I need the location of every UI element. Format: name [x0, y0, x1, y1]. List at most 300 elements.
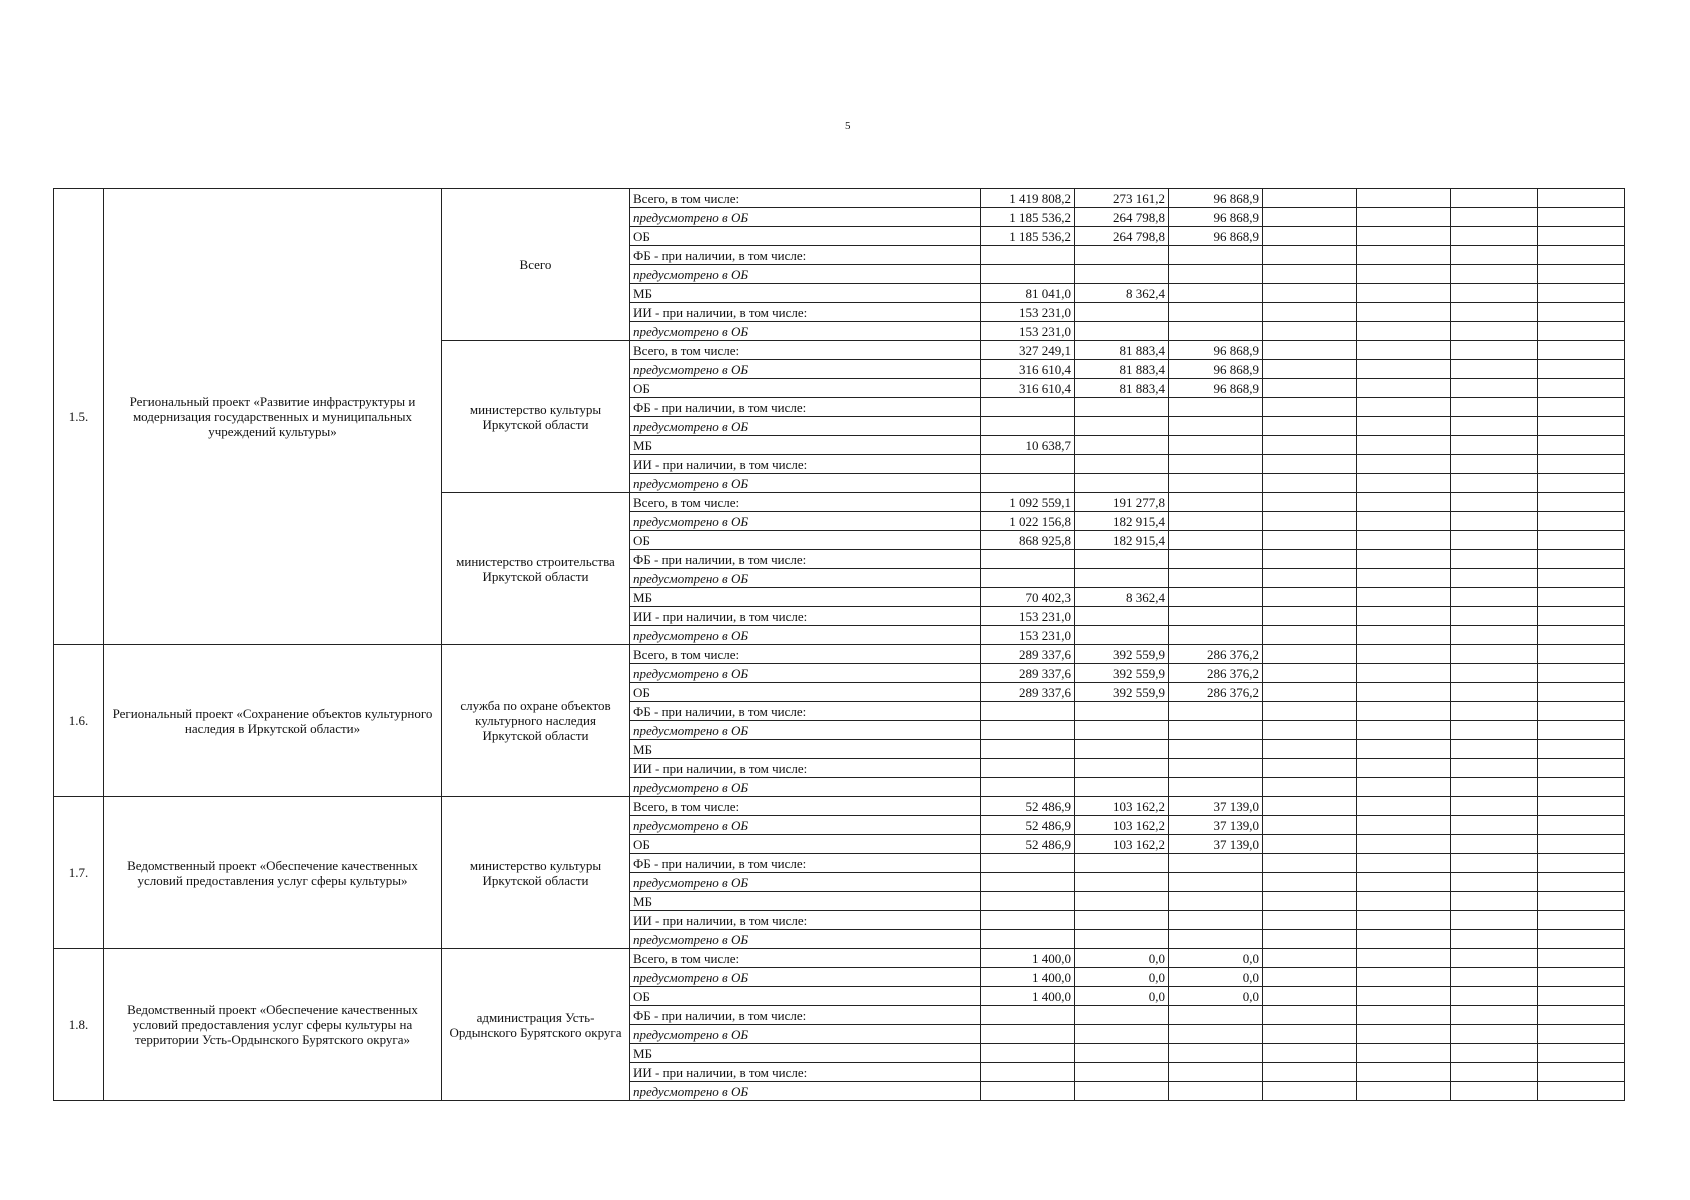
- amount-cell: [1169, 303, 1263, 322]
- amount-cell: 103 162,2: [1075, 835, 1169, 854]
- amount-cell: [1169, 474, 1263, 493]
- amount-cell: 392 559,9: [1075, 664, 1169, 683]
- empty-cell: [1357, 1082, 1451, 1101]
- empty-cell: [1263, 531, 1357, 550]
- amount-cell: [1075, 1025, 1169, 1044]
- empty-cell: [1357, 341, 1451, 360]
- empty-cell: [1263, 322, 1357, 341]
- empty-cell: [1538, 683, 1625, 702]
- amount-cell: 0,0: [1169, 949, 1263, 968]
- funding-source: ОБ: [630, 379, 981, 398]
- funding-source: предусмотрено в ОБ: [630, 322, 981, 341]
- funding-source: Всего, в том числе:: [630, 341, 981, 360]
- empty-cell: [1538, 778, 1625, 797]
- amount-cell: 264 798,8: [1075, 208, 1169, 227]
- empty-cell: [1451, 1044, 1538, 1063]
- funding-source: Всего, в том числе:: [630, 493, 981, 512]
- amount-cell: 191 277,8: [1075, 493, 1169, 512]
- funding-source: предусмотрено в ОБ: [630, 873, 981, 892]
- amount-cell: [981, 1063, 1075, 1082]
- amount-cell: [1075, 246, 1169, 265]
- empty-cell: [1263, 740, 1357, 759]
- amount-cell: 81 883,4: [1075, 360, 1169, 379]
- amount-cell: [1169, 455, 1263, 474]
- empty-cell: [1451, 284, 1538, 303]
- empty-cell: [1263, 968, 1357, 987]
- empty-cell: [1357, 569, 1451, 588]
- amount-cell: 103 162,2: [1075, 797, 1169, 816]
- empty-cell: [1263, 474, 1357, 493]
- executor-cell: министерство культуры Иркутской области: [442, 797, 630, 949]
- amount-cell: [1075, 854, 1169, 873]
- empty-cell: [1357, 873, 1451, 892]
- empty-cell: [1538, 531, 1625, 550]
- amount-cell: [1075, 721, 1169, 740]
- empty-cell: [1451, 987, 1538, 1006]
- empty-cell: [1357, 208, 1451, 227]
- table-row: [54, 949, 1625, 968]
- amount-cell: 1 092 559,1: [981, 493, 1075, 512]
- executor-cell: служба по охране объектов культурного наследия Иркутской области: [442, 645, 630, 797]
- empty-cell: [1357, 607, 1451, 626]
- empty-cell: [1357, 968, 1451, 987]
- funding-source: предусмотрено в ОБ: [630, 474, 981, 493]
- empty-cell: [1263, 664, 1357, 683]
- amount-cell: 273 161,2: [1075, 189, 1169, 208]
- funding-source: ФБ - при наличии, в том числе:: [630, 702, 981, 721]
- amount-cell: [1075, 303, 1169, 322]
- amount-cell: 52 486,9: [981, 816, 1075, 835]
- amount-cell: 392 559,9: [1075, 683, 1169, 702]
- amount-cell: [1075, 873, 1169, 892]
- amount-cell: [1169, 740, 1263, 759]
- empty-cell: [1263, 911, 1357, 930]
- empty-cell: [1538, 360, 1625, 379]
- empty-cell: [1357, 1044, 1451, 1063]
- empty-cell: [1538, 265, 1625, 284]
- empty-cell: [1451, 493, 1538, 512]
- empty-cell: [1451, 588, 1538, 607]
- amount-cell: [981, 911, 1075, 930]
- empty-cell: [1451, 607, 1538, 626]
- amount-cell: [1169, 1063, 1263, 1082]
- empty-cell: [1538, 607, 1625, 626]
- empty-cell: [1263, 645, 1357, 664]
- amount-cell: 70 402,3: [981, 588, 1075, 607]
- amount-cell: [1075, 702, 1169, 721]
- funding-source: МБ: [630, 740, 981, 759]
- amount-cell: [1169, 322, 1263, 341]
- funding-source: предусмотрено в ОБ: [630, 968, 981, 987]
- empty-cell: [1263, 892, 1357, 911]
- amount-cell: [981, 455, 1075, 474]
- empty-cell: [1357, 645, 1451, 664]
- amount-cell: 182 915,4: [1075, 531, 1169, 550]
- amount-cell: [1075, 1082, 1169, 1101]
- table-row: [54, 189, 1625, 208]
- funding-source: ИИ - при наличии, в том числе:: [630, 1063, 981, 1082]
- empty-cell: [1357, 512, 1451, 531]
- executor-cell: Всего: [442, 189, 630, 341]
- empty-cell: [1538, 417, 1625, 436]
- amount-cell: [1169, 246, 1263, 265]
- empty-cell: [1451, 816, 1538, 835]
- amount-cell: 0,0: [1075, 987, 1169, 1006]
- project-name: Ведомственный проект «Обеспечение качественных условий предоставления услуг сферы культуры»: [104, 797, 442, 949]
- empty-cell: [1357, 892, 1451, 911]
- empty-cell: [1263, 512, 1357, 531]
- amount-cell: 289 337,6: [981, 683, 1075, 702]
- amount-cell: 289 337,6: [981, 664, 1075, 683]
- amount-cell: 1 185 536,2: [981, 208, 1075, 227]
- funding-source: предусмотрено в ОБ: [630, 664, 981, 683]
- empty-cell: [1451, 379, 1538, 398]
- project-number: 1.8.: [54, 949, 104, 1101]
- empty-cell: [1263, 607, 1357, 626]
- empty-cell: [1451, 721, 1538, 740]
- funding-source: ФБ - при наличии, в том числе:: [630, 246, 981, 265]
- amount-cell: [1169, 436, 1263, 455]
- funding-source: ОБ: [630, 531, 981, 550]
- amount-cell: [981, 854, 1075, 873]
- empty-cell: [1538, 759, 1625, 778]
- amount-cell: 392 559,9: [1075, 645, 1169, 664]
- empty-cell: [1538, 740, 1625, 759]
- amount-cell: 0,0: [1075, 949, 1169, 968]
- empty-cell: [1263, 1044, 1357, 1063]
- amount-cell: 1 400,0: [981, 968, 1075, 987]
- empty-cell: [1357, 360, 1451, 379]
- empty-cell: [1451, 740, 1538, 759]
- empty-cell: [1538, 1025, 1625, 1044]
- empty-cell: [1357, 303, 1451, 322]
- amount-cell: [1169, 588, 1263, 607]
- empty-cell: [1451, 550, 1538, 569]
- empty-cell: [1357, 740, 1451, 759]
- empty-cell: [1451, 1025, 1538, 1044]
- amount-cell: [1075, 1063, 1169, 1082]
- empty-cell: [1357, 721, 1451, 740]
- amount-cell: 264 798,8: [1075, 227, 1169, 246]
- amount-cell: [1169, 512, 1263, 531]
- funding-source: предусмотрено в ОБ: [630, 626, 981, 645]
- amount-cell: 1 022 156,8: [981, 512, 1075, 531]
- amount-cell: [1169, 493, 1263, 512]
- funding-source: ОБ: [630, 683, 981, 702]
- empty-cell: [1451, 911, 1538, 930]
- amount-cell: [1169, 626, 1263, 645]
- amount-cell: 153 231,0: [981, 626, 1075, 645]
- empty-cell: [1538, 1063, 1625, 1082]
- amount-cell: 103 162,2: [1075, 816, 1169, 835]
- amount-cell: 81 883,4: [1075, 379, 1169, 398]
- amount-cell: [981, 398, 1075, 417]
- funding-source: Всего, в том числе:: [630, 645, 981, 664]
- budget-table: [53, 188, 1625, 1101]
- empty-cell: [1263, 1006, 1357, 1025]
- empty-cell: [1357, 588, 1451, 607]
- amount-cell: [1075, 911, 1169, 930]
- amount-cell: 1 400,0: [981, 987, 1075, 1006]
- empty-cell: [1538, 873, 1625, 892]
- empty-cell: [1451, 949, 1538, 968]
- empty-cell: [1538, 702, 1625, 721]
- empty-cell: [1263, 588, 1357, 607]
- amount-cell: [1075, 892, 1169, 911]
- amount-cell: 0,0: [1169, 987, 1263, 1006]
- amount-cell: 37 139,0: [1169, 816, 1263, 835]
- funding-source: МБ: [630, 892, 981, 911]
- funding-source: ОБ: [630, 987, 981, 1006]
- empty-cell: [1451, 626, 1538, 645]
- funding-source: ФБ - при наличии, в том числе:: [630, 550, 981, 569]
- funding-source: МБ: [630, 284, 981, 303]
- amount-cell: 289 337,6: [981, 645, 1075, 664]
- empty-cell: [1263, 702, 1357, 721]
- empty-cell: [1538, 1082, 1625, 1101]
- funding-source: предусмотрено в ОБ: [630, 569, 981, 588]
- amount-cell: [1075, 930, 1169, 949]
- funding-source: предусмотрено в ОБ: [630, 778, 981, 797]
- empty-cell: [1263, 227, 1357, 246]
- amount-cell: [1169, 265, 1263, 284]
- empty-cell: [1263, 721, 1357, 740]
- amount-cell: 10 638,7: [981, 436, 1075, 455]
- empty-cell: [1263, 949, 1357, 968]
- empty-cell: [1451, 303, 1538, 322]
- funding-source: ФБ - при наличии, в том числе:: [630, 398, 981, 417]
- amount-cell: [1169, 930, 1263, 949]
- funding-source: предусмотрено в ОБ: [630, 721, 981, 740]
- empty-cell: [1451, 512, 1538, 531]
- amount-cell: [1169, 892, 1263, 911]
- amount-cell: [981, 1025, 1075, 1044]
- empty-cell: [1263, 778, 1357, 797]
- empty-cell: [1357, 930, 1451, 949]
- empty-cell: [1263, 398, 1357, 417]
- funding-source: ОБ: [630, 227, 981, 246]
- empty-cell: [1451, 360, 1538, 379]
- empty-cell: [1263, 284, 1357, 303]
- empty-cell: [1538, 303, 1625, 322]
- empty-cell: [1357, 759, 1451, 778]
- amount-cell: [981, 873, 1075, 892]
- empty-cell: [1538, 189, 1625, 208]
- executor-cell: министерство строительства Иркутской области: [442, 493, 630, 645]
- empty-cell: [1357, 322, 1451, 341]
- funding-source: предусмотрено в ОБ: [630, 512, 981, 531]
- funding-source: ОБ: [630, 835, 981, 854]
- empty-cell: [1538, 208, 1625, 227]
- empty-cell: [1263, 683, 1357, 702]
- amount-cell: [981, 759, 1075, 778]
- amount-cell: [981, 265, 1075, 284]
- amount-cell: [1075, 455, 1169, 474]
- amount-cell: 96 868,9: [1169, 360, 1263, 379]
- empty-cell: [1451, 1063, 1538, 1082]
- funding-source: предусмотрено в ОБ: [630, 1082, 981, 1101]
- empty-cell: [1538, 626, 1625, 645]
- amount-cell: [981, 550, 1075, 569]
- amount-cell: [1075, 417, 1169, 436]
- funding-source: предусмотрено в ОБ: [630, 417, 981, 436]
- amount-cell: [981, 1044, 1075, 1063]
- amount-cell: 1 419 808,2: [981, 189, 1075, 208]
- amount-cell: [1075, 436, 1169, 455]
- amount-cell: 286 376,2: [1169, 645, 1263, 664]
- amount-cell: [1169, 284, 1263, 303]
- amount-cell: [1075, 322, 1169, 341]
- amount-cell: 153 231,0: [981, 607, 1075, 626]
- amount-cell: [1169, 1082, 1263, 1101]
- empty-cell: [1538, 816, 1625, 835]
- empty-cell: [1538, 930, 1625, 949]
- empty-cell: [1357, 949, 1451, 968]
- empty-cell: [1538, 721, 1625, 740]
- amount-cell: [1075, 474, 1169, 493]
- empty-cell: [1357, 911, 1451, 930]
- empty-cell: [1263, 550, 1357, 569]
- empty-cell: [1263, 436, 1357, 455]
- empty-cell: [1263, 265, 1357, 284]
- amount-cell: 0,0: [1169, 968, 1263, 987]
- empty-cell: [1538, 550, 1625, 569]
- empty-cell: [1451, 341, 1538, 360]
- empty-cell: [1451, 930, 1538, 949]
- funding-source: ИИ - при наличии, в том числе:: [630, 455, 981, 474]
- empty-cell: [1357, 474, 1451, 493]
- empty-cell: [1263, 835, 1357, 854]
- amount-cell: 868 925,8: [981, 531, 1075, 550]
- amount-cell: [981, 246, 1075, 265]
- funding-source: предусмотрено в ОБ: [630, 816, 981, 835]
- empty-cell: [1357, 493, 1451, 512]
- amount-cell: [981, 1082, 1075, 1101]
- amount-cell: [1075, 1006, 1169, 1025]
- amount-cell: [1075, 607, 1169, 626]
- empty-cell: [1538, 474, 1625, 493]
- funding-source: ИИ - при наличии, в том числе:: [630, 759, 981, 778]
- empty-cell: [1263, 379, 1357, 398]
- project-number: 1.7.: [54, 797, 104, 949]
- empty-cell: [1263, 303, 1357, 322]
- funding-source: ИИ - при наличии, в том числе:: [630, 303, 981, 322]
- empty-cell: [1538, 664, 1625, 683]
- empty-cell: [1357, 531, 1451, 550]
- empty-cell: [1538, 797, 1625, 816]
- amount-cell: [1075, 1044, 1169, 1063]
- project-name: Региональный проект «Сохранение объектов культурного наследия в Иркутской области»: [104, 645, 442, 797]
- empty-cell: [1357, 455, 1451, 474]
- empty-cell: [1451, 683, 1538, 702]
- amount-cell: [981, 474, 1075, 493]
- amount-cell: [1075, 778, 1169, 797]
- empty-cell: [1538, 987, 1625, 1006]
- amount-cell: [1169, 531, 1263, 550]
- empty-cell: [1357, 854, 1451, 873]
- amount-cell: 52 486,9: [981, 797, 1075, 816]
- empty-cell: [1451, 265, 1538, 284]
- amount-cell: 37 139,0: [1169, 797, 1263, 816]
- funding-source: ФБ - при наличии, в том числе:: [630, 1006, 981, 1025]
- empty-cell: [1357, 1006, 1451, 1025]
- empty-cell: [1357, 664, 1451, 683]
- empty-cell: [1451, 1082, 1538, 1101]
- empty-cell: [1451, 702, 1538, 721]
- empty-cell: [1538, 892, 1625, 911]
- amount-cell: 52 486,9: [981, 835, 1075, 854]
- amount-cell: 96 868,9: [1169, 379, 1263, 398]
- amount-cell: 37 139,0: [1169, 835, 1263, 854]
- empty-cell: [1263, 360, 1357, 379]
- amount-cell: [1169, 550, 1263, 569]
- project-name: Ведомственный проект «Обеспечение качественных условий предоставления услуг сферы культуры на территории Усть-Ордынского Бурятского округа»: [104, 949, 442, 1101]
- empty-cell: [1538, 854, 1625, 873]
- amount-cell: [981, 569, 1075, 588]
- empty-cell: [1451, 759, 1538, 778]
- empty-cell: [1538, 455, 1625, 474]
- amount-cell: 182 915,4: [1075, 512, 1169, 531]
- empty-cell: [1357, 797, 1451, 816]
- empty-cell: [1357, 835, 1451, 854]
- empty-cell: [1357, 417, 1451, 436]
- amount-cell: [1169, 1006, 1263, 1025]
- page-number: 5: [845, 120, 851, 132]
- amount-cell: [1169, 759, 1263, 778]
- amount-cell: 96 868,9: [1169, 227, 1263, 246]
- funding-source: предусмотрено в ОБ: [630, 1025, 981, 1044]
- amount-cell: 81 883,4: [1075, 341, 1169, 360]
- empty-cell: [1357, 778, 1451, 797]
- executor-cell: администрация Усть-Ордынского Бурятского округа: [442, 949, 630, 1101]
- funding-source: предусмотрено в ОБ: [630, 930, 981, 949]
- table-body: [54, 189, 1625, 1101]
- amount-cell: 1 185 536,2: [981, 227, 1075, 246]
- empty-cell: [1538, 284, 1625, 303]
- amount-cell: 8 362,4: [1075, 588, 1169, 607]
- empty-cell: [1263, 854, 1357, 873]
- project-number: 1.5.: [54, 189, 104, 645]
- empty-cell: [1538, 436, 1625, 455]
- empty-cell: [1357, 816, 1451, 835]
- empty-cell: [1451, 968, 1538, 987]
- amount-cell: [1075, 569, 1169, 588]
- empty-cell: [1451, 835, 1538, 854]
- empty-cell: [1451, 797, 1538, 816]
- empty-cell: [1357, 379, 1451, 398]
- empty-cell: [1263, 1063, 1357, 1082]
- table-row: [54, 797, 1625, 816]
- empty-cell: [1263, 246, 1357, 265]
- empty-cell: [1357, 626, 1451, 645]
- empty-cell: [1263, 208, 1357, 227]
- amount-cell: [981, 740, 1075, 759]
- empty-cell: [1263, 816, 1357, 835]
- empty-cell: [1451, 322, 1538, 341]
- empty-cell: [1538, 911, 1625, 930]
- empty-cell: [1538, 512, 1625, 531]
- empty-cell: [1451, 664, 1538, 683]
- empty-cell: [1357, 702, 1451, 721]
- empty-cell: [1357, 284, 1451, 303]
- funding-source: ФБ - при наличии, в том числе:: [630, 854, 981, 873]
- amount-cell: [1169, 873, 1263, 892]
- amount-cell: 286 376,2: [1169, 683, 1263, 702]
- amount-cell: [1169, 398, 1263, 417]
- empty-cell: [1538, 322, 1625, 341]
- empty-cell: [1357, 227, 1451, 246]
- empty-cell: [1357, 246, 1451, 265]
